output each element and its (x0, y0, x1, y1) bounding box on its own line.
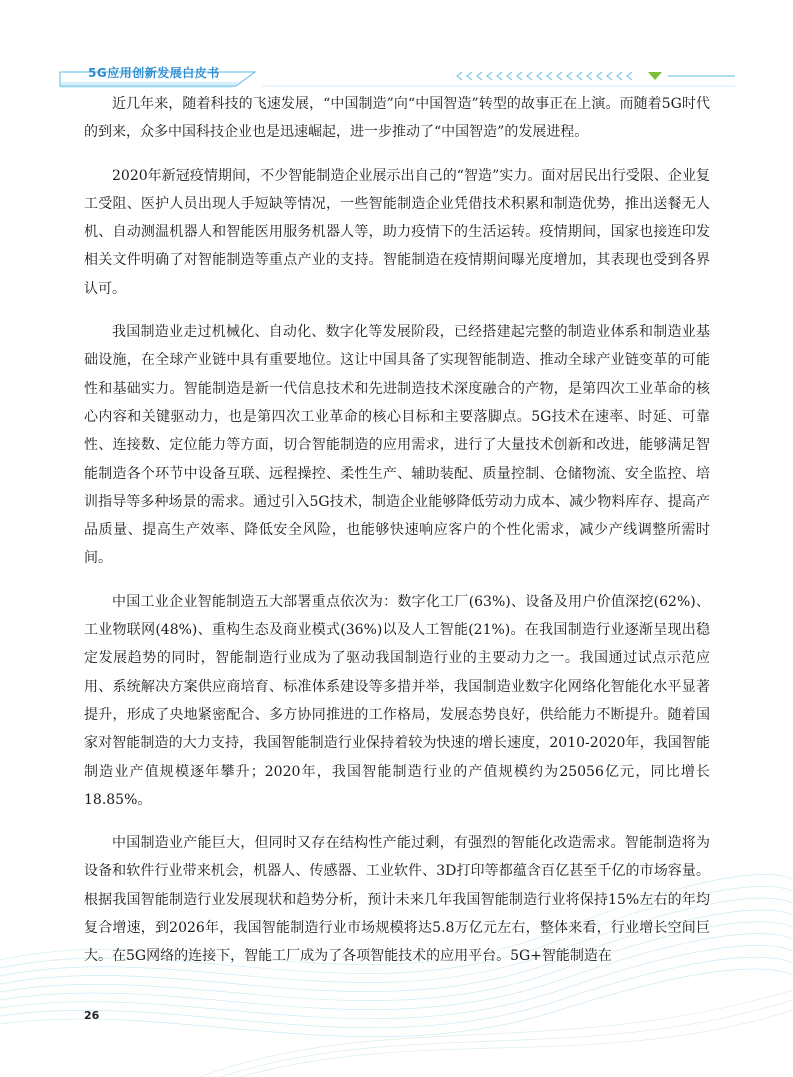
body-paragraph: 我国制造业走过机械化、自动化、数字化等发展阶段，已经搭建起完整的制造业体系和制造业基础设施，在全球产业链中具有重要地位。这让中国具备了实现智能制造、推动全球产业链变革的可能性和基础实力。智能制造是新一代信息技术和先进制造技术深度融合的产物，是第四次工业革命的核心内容和关键驱动力，也是第四次工业革命的核心目标和主要落脚点。5G技术在速率、时延、可靠性、连接数、定位能力等方面，切合智能制造的应用需求，进行了大量技术创新和改进，能够满足智能制造各个环节中设备互联、远程操控、柔性生产、辅助装配、质量控制、仓储物流、安全监控、培训指导等多种场景的需求。通过引入5G技术，制造企业能够降低劳动力成本、减少物料库存、提高产品质量、提高生产效率、降低安全风险，也能够快速响应客户的个性化需求，减少产线调整所需时间。 (84, 324, 710, 567)
body-paragraph: 2020年新冠疫情期间，不少智能制造企业展示出自己的“智造”实力。面对居民出行受限、企业复工受阻、医护人员出现人手短缺等情况，一些智能制造企业凭借技术积累和制造优势，推出送餐无人机、自动测温机器人和智能医用服务机器人等，助力疫情下的生活运转。疫情期间，国家也接连印发相关文件明确了对智能制造等重点产业的支持。智能制造在疫情期间曝光度增加，其表现也受到各界认可。 (84, 167, 710, 297)
body-paragraph: 近几年来，随着科技的飞速发展，“中国制造”向“中国智造”转型的故事正在上演。而随着5G时代的到来，众多中国科技企业也是迅速崛起，进一步推动了“中国智造”的发展进程。 (84, 96, 710, 141)
body-paragraph: 中国工业企业智能制造五大部署重点依次为：数字化工厂(63%)、设备及用户价值深挖(62%)、工业物联网(48%)、重构生态及商业模式(36%)以及人工智能(21%)。在我国制造行业逐渐呈现出稳定发展趋势的同时，智能制造行业成为了驱动我国制造行业的主要动力之一。我国通过试点示范应用、系统解决方案供应商培育、标准体系建设等多措并举，我国制造业数字化网络化智能化水平显著提升，形成了央地紧密配合、多方协同推进的工作格局，发展态势良好，供给能力不断提升。随着国家对智能制造的大力支持，我国智能制造行业保持着较为快速的增长速度，2010-2020年，我国智能制造业产值规模逐年攀升；2020年，我国智能制造行业的产值规模约为25056亿元，同比增长18.85%。 (84, 593, 710, 808)
header-title: 5G应用创新发展白皮书 (88, 66, 220, 80)
page-number: 26 (84, 1009, 100, 1022)
main-text-body (84, 90, 710, 986)
body-paragraph: 中国制造业产能巨大，但同时又存在结构性产能过剩，有强烈的智能化改造需求。智能制造将为设备和软件行业带来机会，机器人、传感器、工业软件、3D打印等都蕴含百亿甚至千亿的市场容量。根据我国智能制造行业发展现状和趋势分析，预计未来几年我国智能制造行业将保持15%左右的年均复合增速，到2026年，我国智能制造行业市场规模将达5.8万亿元左右，整体来看，行业增长空间巨大。在5G网络的连接下，智能工厂成为了各项智能技术的应用平台。5G+智能制造在 (84, 835, 710, 965)
